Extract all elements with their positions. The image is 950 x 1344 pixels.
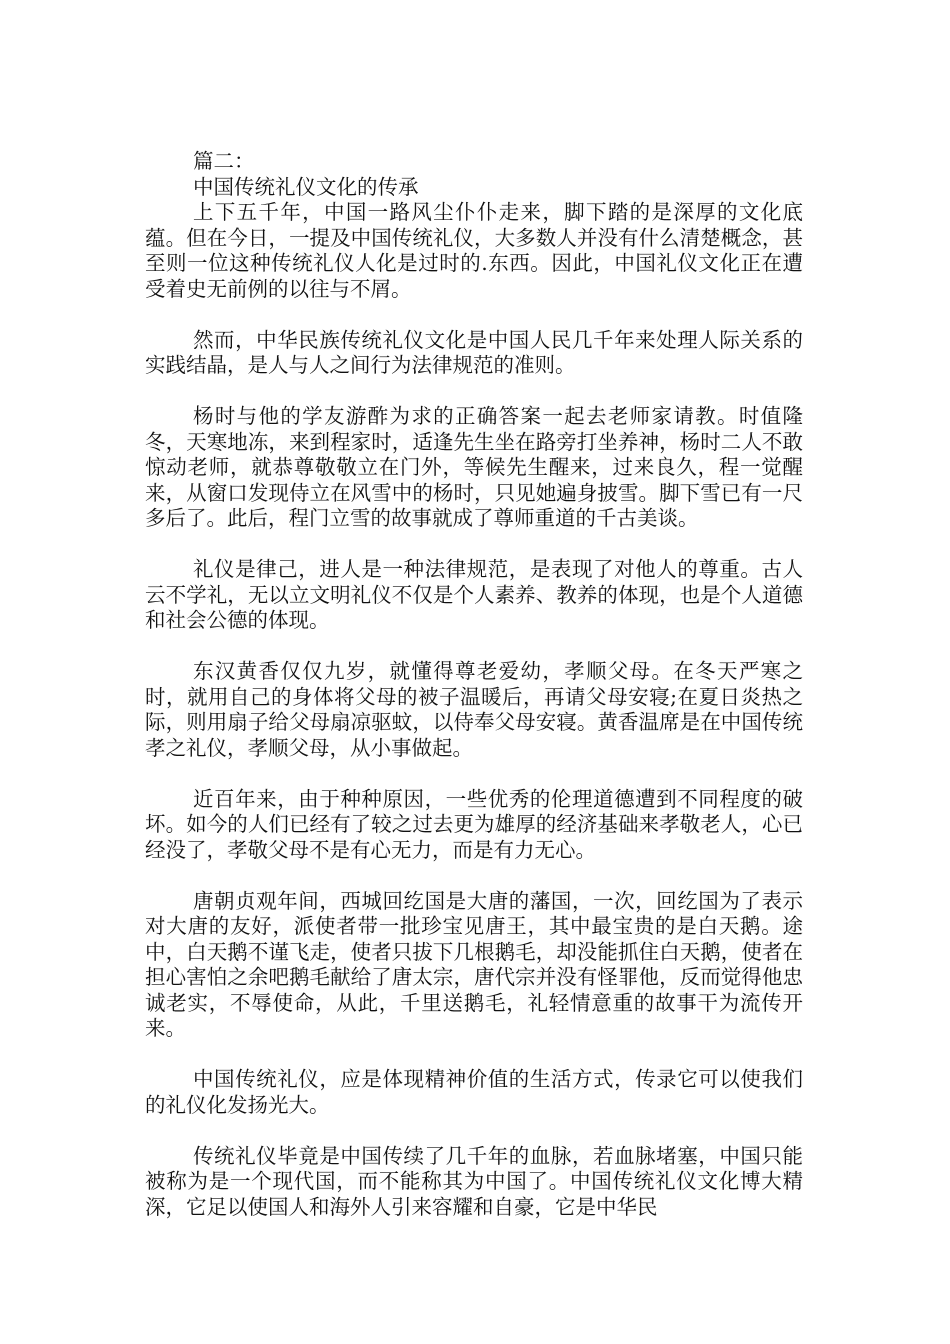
document-title: 中国传统礼仪文化的传承 [193, 174, 419, 199]
paragraph: 传统礼仪毕竟是中国传续了几千年的血脉，若血脉堵塞，中国只能被称为是一个现代国，而不能称其为中国了。中国传统礼仪文化博大精深，它足以使国人和海外人引来容耀和自豪，它是中华民 [145, 1143, 803, 1219]
paragraph: 唐朝贞观年间，西城回纥国是大唐的藩国，一次，回纥国为了表示对大唐的友好，派使者带一批珍宝见唐王，其中最宝贵的是白天鹅。途中，白天鹅不谨飞走，使者只拔下几根鹅毛，却没能抓住白天鹅，使者在担心害怕之余吧鹅毛献给了唐太宗，唐代宗并没有怪罪他，反而觉得他忠诚老实，不辱使命，从此，千里送鹅毛，礼轻情意重的故事干为流传开来。 [145, 888, 803, 1040]
paragraph: 礼仪是律己，进人是一种法律规范，是表现了对他人的尊重。古人云不学礼，无以立文明礼仪不仅是个人素养、教养的体现，也是个人道德和社会公德的体现。 [145, 557, 803, 632]
paragraph: 上下五千年，中国一路风尘仆仆走来，脚下踏的是深厚的文化底蕴。但在今日，一提及中国传统礼仪，大多数人并没有什么清楚概念，甚至则一位这种传统礼仪人化是过时的.东西。因此，中国礼仪文化正在遭受着史无前例的以往与不屑。 [145, 200, 803, 301]
document-body [145, 149, 803, 1220]
section-label: 篇二： [193, 149, 255, 173]
paragraph: 东汉黄香仅仅九岁，就懂得尊老爱幼，孝顺父母。在冬天严寒之时，就用自己的身体将父母的被子温暖后，再请父母安寝;在夏日炎热之际，则用扇子给父母扇凉驱蚊，以侍奉父母安寝。黄香温席是在中国传统孝之礼仪，孝顺父母，从小事做起。 [145, 659, 803, 760]
paragraph: 杨时与他的学友游酢为求的正确答案一起去老师家请教。时值隆冬，天寒地冻，来到程家时，适逢先生坐在路旁打坐养神，杨时二人不敢惊动老师，就恭尊敬敬立在门外，等候先生醒来，过来良久，程一觉醒来，从窗口发现侍立在风雪中的杨时，只见她遍身披雪。脚下雪已有一尺多后了。此后，程门立雪的故事就成了尊师重道的千古美谈。 [145, 404, 803, 530]
paragraph: 近百年来，由于种种原因，一些优秀的伦理道德遭到不同程度的破坏。如今的人们已经有了较之过去更为雄厚的经济基础来孝敬老人，心已经没了，孝敬父母不是有心无力，而是有力无心。 [145, 786, 803, 862]
paragraph: 然而，中华民族传统礼仪文化是中国人民几千年来处理人际关系的实践结晶，是人与人之间行为法律规范的准则。 [145, 327, 803, 377]
paragraph: 中国传统礼仪，应是体现精神价值的生活方式，传录它可以使我们的礼仪化发扬光大。 [145, 1067, 803, 1117]
